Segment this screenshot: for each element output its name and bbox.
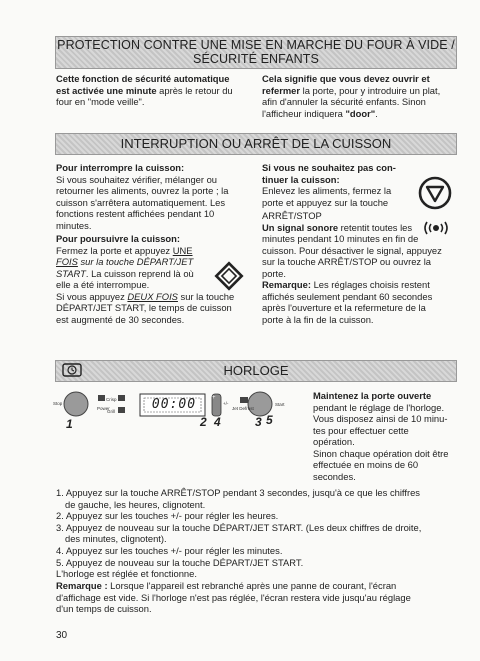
crisp-label: Crisp bbox=[106, 397, 117, 402]
text-underlined: UNE bbox=[172, 244, 193, 256]
clock-note bbox=[56, 580, 456, 615]
text-italic: sur la touche DÉPART/JET bbox=[77, 256, 194, 267]
callout-5: 5 bbox=[266, 413, 273, 427]
subheading: Pour poursuivre la cuisson: bbox=[56, 233, 180, 244]
start-knob-label: Start bbox=[275, 402, 285, 407]
text-line: porte et appuyez sur la touche bbox=[262, 196, 389, 208]
text-line: tes pour effectuer cette opération. bbox=[313, 424, 409, 447]
text-line: minutes. bbox=[56, 219, 92, 231]
text: Fermez la porte et appuyez bbox=[56, 244, 173, 256]
text: la porte, pour y introduire un plat, bbox=[300, 84, 441, 96]
text-line: sur la touche ARRÊT/STOP ou ouvrez la bbox=[262, 256, 432, 267]
clock-display: 00:00 bbox=[151, 397, 197, 412]
text-line: Vous disposez ainsi de 10 minu- bbox=[313, 413, 448, 424]
text: retentit toutes les bbox=[338, 221, 413, 233]
text-underlined: DEUX FOIS bbox=[127, 290, 178, 302]
clock-right-text bbox=[313, 390, 453, 482]
text-line: minutes pendant 10 minutes en fin de bbox=[262, 233, 419, 244]
step-3: 3. Appuyez de nouveau sur la touche DÉPART/JET START. (Les deux chiffres de droite, bbox=[56, 521, 422, 533]
text: Les réglages choisis restent bbox=[310, 279, 430, 290]
text-line: effectuée en moins de 60 bbox=[313, 459, 419, 470]
text-line: affichés seulement pendant 60 secondes bbox=[262, 290, 433, 302]
text-line: est augmenté de 30 secondes. bbox=[56, 313, 185, 325]
text: . bbox=[375, 107, 378, 119]
section-title-interruption: INTERRUPTION OU ARRÊT DE LA CUISSON bbox=[55, 133, 457, 155]
text: sur la touche bbox=[177, 290, 235, 302]
text-line: Sinon chaque opération doit être bbox=[313, 447, 449, 459]
text-line: DÉPART/JET START, le temps de cuisson bbox=[56, 302, 232, 313]
text-line: Si vous souhaitez vérifier, mélanger ou bbox=[56, 173, 218, 185]
stop-knob-label: Stop bbox=[53, 401, 63, 406]
text-line: d'affichage est vide. Si l'horloge n'est pas réglée, l'écran restera vide jusqu'au réglage bbox=[56, 591, 411, 603]
child-safety-left-text bbox=[56, 73, 246, 108]
step-4: 4. Appuyez sur les touches +/- pour régler les minutes. bbox=[56, 544, 283, 556]
text: après le retour du bbox=[156, 84, 233, 96]
text: . La cuisson reprend là où bbox=[85, 267, 194, 279]
door-word: "door" bbox=[345, 107, 376, 119]
text: Si vous appuyez bbox=[56, 290, 128, 302]
control-panel-diagram: Stop Power Crisp Grill 00:00 + +/- Jet Defrost Start 1 2 4 3 5 bbox=[56, 387, 306, 437]
step-1: 1. Appuyez sur la touche ARRÊT/STOP pendant 3 secondes, jusqu'à ce que les chiffres bbox=[56, 487, 420, 498]
step-1-cont: de gauche, les heures, clignotent. bbox=[65, 498, 206, 510]
text-line: porte. bbox=[262, 267, 286, 279]
sound-signal-icon bbox=[420, 221, 452, 235]
interruption-left-text bbox=[56, 162, 252, 325]
subheading: tinuer la cuisson: bbox=[262, 173, 340, 185]
text-bold: Maintenez la porte ouverte bbox=[313, 390, 432, 401]
text: Lorsque l'appareil est rebranché après une panne de courant, l'écran bbox=[107, 580, 397, 591]
text-line: four en "mode veille". bbox=[56, 96, 145, 107]
note-label: Remarque : bbox=[56, 580, 108, 591]
text-line: pendant le réglage de l'horloge. bbox=[313, 401, 445, 413]
clock-icon bbox=[62, 363, 82, 377]
title-line-1: PROTECTION CONTRE UNE MISE EN MARCHE DU FOUR À VIDE / bbox=[57, 38, 455, 52]
text-line: secondes. bbox=[313, 470, 356, 482]
text-line: porte à la fin de la cuisson. bbox=[262, 313, 374, 325]
text-line: fonctions restent affichées pendant 10 bbox=[56, 208, 215, 219]
callout-1: 1 bbox=[66, 417, 73, 431]
stop-triangle-icon bbox=[418, 176, 452, 210]
subheading: Pour interrompre la cuisson: bbox=[56, 162, 185, 173]
step-2: 2. Appuyez sur les touches +/- pour régler les heures. bbox=[56, 510, 279, 522]
text-line: Cela signifie que vous devez ouvrir et bbox=[262, 73, 430, 84]
plus-minus-label: +/- bbox=[223, 401, 229, 406]
panel-drawing bbox=[56, 387, 306, 437]
grill-label: Grill bbox=[107, 409, 115, 414]
text-line: après l'ouverture et la refermeture de la bbox=[262, 302, 426, 313]
callout-3: 3 bbox=[255, 415, 262, 429]
text-bold: Remarque: bbox=[262, 279, 311, 290]
text-line: afin d'annuler la sécurité enfants. Sinon bbox=[262, 96, 426, 107]
callout-2: 2 bbox=[200, 415, 207, 429]
step-3-cont: des minutes, clignotent). bbox=[65, 533, 167, 545]
text-line: elle a été interrompue. bbox=[56, 279, 150, 290]
text-bold: est activée une minute bbox=[56, 84, 157, 96]
text-line: d'un temps de cuisson. bbox=[56, 603, 152, 615]
subheading: Si vous ne souhaitez pas con- bbox=[262, 162, 396, 173]
text-line: Cette fonction de sécurité automatique bbox=[56, 73, 230, 84]
text-line: Enlevez les aliments, fermez la bbox=[262, 185, 392, 196]
step-result: L'horloge est réglée et fonctionne. bbox=[56, 568, 197, 580]
title-line-2: SÉCURITÉ ENFANTS bbox=[193, 52, 319, 66]
clock-title: HORLOGE bbox=[223, 363, 289, 378]
callout-4: 4 bbox=[214, 415, 221, 429]
text-line: cuisson s'arrêtera automatiquement. Les bbox=[56, 196, 226, 208]
text: l'afficheur indiquera bbox=[262, 107, 346, 119]
clock-steps-list bbox=[56, 487, 456, 580]
start-diamond-icon bbox=[214, 261, 244, 291]
section-title-clock bbox=[55, 360, 457, 382]
page-number: 30 bbox=[56, 630, 68, 641]
text-italic: START bbox=[56, 267, 86, 279]
text-bold: refermer bbox=[262, 84, 301, 96]
text-bold: Un signal sonore bbox=[262, 221, 339, 233]
child-safety-right-text bbox=[262, 73, 458, 119]
text-underlined: FOIS bbox=[56, 256, 78, 267]
text-line: retourner les aliments, ouvrez la porte ; la bbox=[56, 185, 229, 196]
section-title-child-safety bbox=[55, 36, 457, 69]
power-label: Power bbox=[97, 406, 110, 411]
step-5: 5. Appuyez de nouveau sur la touche DÉPART/JET START. bbox=[56, 556, 304, 568]
text-line: cuisson. Pour désactiver le signal, appuyez bbox=[262, 244, 442, 256]
jet-defrost-label: Jet Defrost bbox=[232, 406, 254, 411]
stop-label: ARRÊT/STOP bbox=[262, 210, 322, 221]
